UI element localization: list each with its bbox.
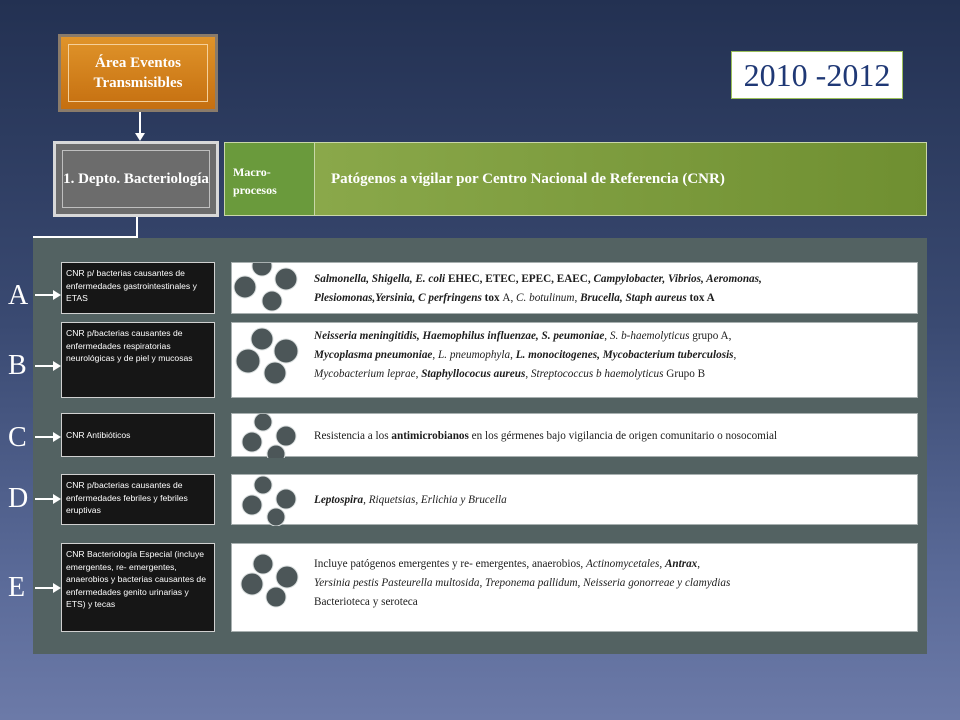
pathogen-text-run: , [525, 368, 531, 380]
pathogen-text-run: Plesiomonas,Yersinia, C perfringens [314, 292, 482, 304]
arrow-down-icon [135, 133, 145, 141]
pathogen-text-run: Staphyllococus aureus [421, 368, 526, 380]
cnr-box-respiratorias: CNR p/bacterias causantes de enfermedades respiratorias neurológicas y de piel y mucosas [61, 322, 215, 398]
pathogens-text-c [314, 427, 909, 446]
arrow-right-icon [53, 432, 61, 442]
pathogen-text-run: , [432, 349, 438, 361]
process-cycle-icon [232, 263, 312, 315]
process-cycle-icon [232, 323, 312, 399]
pathogen-text-run: Bacterioteca y seroteca [314, 596, 418, 608]
pathogen-text-run: Antrax [664, 558, 698, 570]
pathogens-text-d [314, 491, 909, 510]
pathogen-text-run: L. pneumophyla [438, 349, 511, 361]
pathogen-text-run: Streptococcus b haemolyticus [530, 368, 664, 380]
arrow-right-icon [53, 361, 61, 371]
arrow-right-icon [53, 290, 61, 300]
pathogen-text-run: Resistencia a los [314, 430, 392, 442]
pathogens-text-e [314, 555, 909, 612]
pathogens-line [314, 365, 909, 384]
pathogen-text-run: L. monocitogenes, Mycobacterium tuberculosis [515, 349, 734, 361]
pathogen-text-run: A, [502, 292, 517, 304]
pathogen-text-run: , [697, 558, 701, 570]
pathogen-text-run: , [574, 292, 581, 304]
pathogens-line [314, 427, 909, 446]
connector-line [35, 294, 53, 296]
pathogen-text-run: S. b-haemolyticus [609, 330, 690, 342]
pathogen-text-run: Neisseria meningitidis, Haemophilus influenzae, S. peumoniae [314, 330, 605, 342]
cnr-box-antibioticos: CNR Antibióticos [61, 413, 215, 457]
cnr-box-bacteriologia-especial: CNR Bacteriología Especial (incluye emergentes, re- emergentes, anaerobios y bacterias causantes de enfermedades genito urinarias y ETS) y tecas [61, 543, 215, 632]
cnr-box-febriles: CNR p/bacterias causantes de enfermedades febriles y febriles eruptivas [61, 474, 215, 525]
row-letter-c: C [8, 422, 27, 453]
pathogens-line [314, 593, 909, 612]
pathogens-box-a [231, 262, 918, 314]
pathogens-line [314, 270, 909, 289]
pathogen-text-run: tox A [686, 292, 715, 304]
area-eventos-title: Área Eventos Transmisibles [68, 44, 208, 102]
pathogens-box-e [231, 543, 918, 632]
pathogen-text-run: Mycobacterium leprae [314, 368, 416, 380]
macroprocesos-bar [224, 142, 927, 216]
pathogen-text-run: antimicrobianos [391, 430, 469, 442]
pathogen-text-run: Grupo B [663, 368, 706, 380]
cnr-box-gastrointestinales: CNR p/ bacterias causantes de enfermedades gastrointestinales y ETAS [61, 262, 215, 314]
pathogen-text-run: Leptospira [314, 494, 364, 506]
pathogens-line [314, 346, 909, 365]
pathogen-text-run: , [604, 330, 610, 342]
depto-bacteriologia-title: 1. Depto. Bacteriología [62, 150, 210, 208]
connector-line [35, 436, 53, 438]
connector-line [139, 112, 141, 134]
pathogen-text-run: Yersinia pestis Pasteurella multosida, Treponema pallidum, Neisseria gonorreae y clamydias [314, 577, 731, 589]
pathogen-text-run: , Riquetsias, Erlichia y Brucella [363, 494, 507, 506]
arrow-right-icon [53, 494, 61, 504]
pathogens-text-b [314, 327, 909, 384]
pathogens-text-a [314, 270, 909, 308]
depto-bacteriologia-box [53, 141, 219, 217]
pathogen-text-run: Actinomycetales, [586, 558, 665, 570]
pathogens-box-b [231, 322, 918, 398]
process-cycle-icon [232, 544, 312, 633]
connector-line [35, 587, 53, 589]
row-letter-b: B [8, 350, 27, 381]
pathogen-text-run: Mycoplasma pneumoniae [314, 349, 433, 361]
pathogen-text-run: , [415, 368, 422, 380]
connector-line [35, 365, 53, 367]
pathogen-text-run: C. botulinum [516, 292, 575, 304]
macroprocesos-label: Macro- procesos [225, 143, 315, 215]
pathogens-line [314, 491, 909, 510]
area-eventos-box [58, 34, 218, 112]
pathogens-line [314, 327, 909, 346]
pathogen-text-run: , [733, 349, 737, 361]
process-cycle-icon [232, 414, 312, 458]
connector-line [35, 498, 53, 500]
pathogen-text-run: Salmonella, Shigella, E. coli [314, 273, 446, 285]
pathogen-text-run: , [510, 349, 516, 361]
pathogen-text-run: EHEC, ETEC, EPEC, EAEC, [445, 273, 594, 285]
pathogen-text-run: Incluye patógenos emergentes y re- emergentes, anaerobios, [314, 558, 587, 570]
pathogens-box-c [231, 413, 918, 457]
pathogens-box-d [231, 474, 918, 525]
process-cycle-icon [232, 475, 312, 526]
pathogen-text-run: Brucella, Staph aureus [580, 292, 687, 304]
row-letter-e: E [8, 572, 26, 603]
pathogens-line [314, 574, 909, 593]
pathogen-text-run: grupo A, [689, 330, 732, 342]
pathogens-line [314, 289, 909, 308]
pathogen-text-run: en los gérmenes bajo vigilancia de origen comunitario o nosocomial [468, 430, 778, 442]
year-range-label: 2010 -2012 [731, 51, 903, 99]
row-letter-d: D [8, 483, 29, 514]
pathogen-text-run: Campylobacter, Vibrios, Aeromonas, [593, 273, 762, 285]
pathogen-text-run: tox [481, 292, 503, 304]
pathogens-line [314, 555, 909, 574]
connector-line [136, 217, 138, 238]
macroprocesos-title: Patógenos a vigilar por Centro Nacional de Referencia (CNR) [315, 143, 926, 215]
arrow-right-icon [53, 583, 61, 593]
row-letter-a: A [8, 280, 29, 311]
